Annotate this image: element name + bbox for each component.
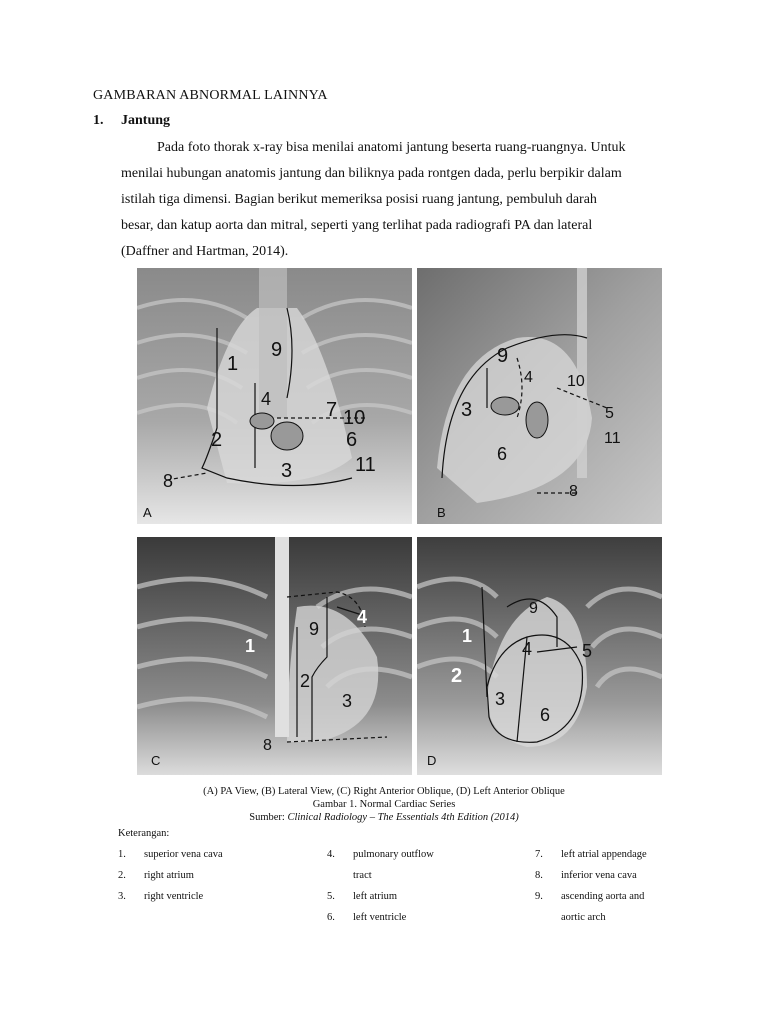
xray-panel-d — [417, 537, 662, 775]
section-title: Jantung — [121, 113, 171, 128]
legend-item — [118, 891, 298, 905]
legend-item — [535, 870, 735, 884]
paragraph-line: Pada foto thorak x-ray bisa menilai anatomi jantung beserta ruang-ruangnya. Untuk — [157, 140, 626, 155]
svg-text:11: 11 — [355, 454, 376, 476]
svg-text:8: 8 — [263, 737, 272, 754]
legend-text: tract — [353, 870, 372, 881]
xray-panel-b — [417, 268, 662, 524]
legend-item — [327, 891, 517, 905]
svg-text:3: 3 — [342, 691, 353, 711]
svg-text:3: 3 — [281, 460, 293, 482]
svg-text:5: 5 — [605, 405, 614, 422]
svg-text:9: 9 — [497, 345, 509, 367]
legend-item — [118, 870, 298, 884]
legend-item-continued — [535, 912, 735, 926]
legend-text: left ventricle — [353, 912, 407, 923]
panel-letter: A — [143, 505, 152, 520]
svg-text:2: 2 — [451, 665, 463, 687]
svg-text:8: 8 — [163, 471, 174, 491]
xray-panel-a — [137, 268, 412, 524]
svg-text:2: 2 — [211, 429, 223, 451]
legend-number: 6. — [327, 912, 335, 923]
legend-item — [118, 849, 298, 863]
legend-number: 7. — [535, 849, 543, 860]
svg-text:4: 4 — [261, 389, 272, 409]
svg-text:3: 3 — [495, 689, 506, 709]
legend-column-3 — [535, 849, 735, 929]
legend-text: superior vena cava — [144, 849, 223, 860]
panel-letter: B — [437, 505, 446, 520]
legend-item — [327, 912, 517, 926]
svg-text:6: 6 — [540, 705, 551, 725]
body-paragraph — [121, 135, 673, 265]
legend-text: right ventricle — [144, 891, 204, 902]
figure-caption-views: (A) PA View, (B) Lateral View, (C) Right Anterior Oblique, (D) Left Anterior Oblique — [203, 786, 565, 797]
legend-column-2 — [327, 849, 517, 929]
legend-number: 1. — [118, 849, 126, 860]
svg-text:6: 6 — [497, 444, 508, 464]
section-number: 1. — [93, 113, 104, 128]
legend-item — [535, 891, 735, 905]
svg-text:7: 7 — [326, 399, 338, 421]
document-heading: GAMBARAN ABNORMAL LAINNYA — [93, 88, 328, 103]
legend-number: 8. — [535, 870, 543, 881]
legend-column-1 — [118, 849, 298, 909]
svg-text:4: 4 — [522, 639, 533, 659]
legend-item — [535, 849, 735, 863]
legend-number: 5. — [327, 891, 335, 902]
svg-text:1: 1 — [227, 353, 239, 375]
panel-letter: D — [427, 753, 437, 768]
panel-letter: C — [151, 753, 161, 768]
legend-item — [327, 849, 517, 863]
svg-text:9: 9 — [309, 619, 320, 639]
svg-text:9: 9 — [529, 600, 538, 617]
paragraph-line: menilai hubungan anatomis jantung dan biliknya pada rontgen dada, perlu berpikir dalam — [121, 166, 622, 181]
figure-source-prefix: Sumber: — [249, 812, 288, 823]
legend-number: 3. — [118, 891, 126, 902]
paragraph-line: besar, dan katup aorta dan mitral, seperti yang terlihat pada radiografi PA dan lateral — [121, 218, 593, 233]
svg-text:10: 10 — [567, 373, 585, 390]
legend-number: 4. — [327, 849, 335, 860]
legend-item-continued — [327, 870, 517, 884]
figure-source-title: Clinical Radiology – The Essentials 4th Edition (2014) — [287, 812, 519, 823]
svg-text:6: 6 — [346, 429, 358, 451]
figure-caption-title: Gambar 1. Normal Cardiac Series — [312, 799, 456, 810]
paragraph-line: (Daffner and Hartman, 2014). — [121, 244, 289, 259]
svg-text:8: 8 — [569, 483, 578, 500]
svg-text:4: 4 — [524, 369, 533, 386]
legend-text: ascending aorta and — [561, 891, 645, 902]
legend-text: pulmonary outflow — [353, 849, 434, 860]
svg-text:9: 9 — [271, 339, 283, 361]
legend-number: 2. — [118, 870, 126, 881]
figure-source — [0, 812, 768, 824]
legend-text: aortic arch — [561, 912, 606, 923]
svg-text:5: 5 — [582, 641, 593, 661]
legend-text: left atrium — [353, 891, 398, 902]
legend-text: right atrium — [144, 870, 194, 881]
svg-text:3: 3 — [461, 399, 473, 421]
svg-text:10: 10 — [343, 407, 366, 429]
svg-text:4: 4 — [357, 607, 368, 627]
svg-text:1: 1 — [245, 636, 256, 656]
svg-text:2: 2 — [300, 671, 311, 691]
section-heading — [93, 113, 170, 129]
svg-text:11: 11 — [604, 430, 621, 447]
svg-text:1: 1 — [462, 626, 473, 646]
xray-panel-c — [137, 537, 412, 775]
paragraph-line: istilah tiga dimensi. Bagian berikut memeriksa posisi ruang jantung, pembuluh darah — [121, 192, 597, 207]
legend-text: inferior vena cava — [561, 870, 637, 881]
legend-heading: Keterangan: — [118, 828, 170, 839]
legend-text: left atrial appendage — [561, 849, 647, 860]
legend-number: 9. — [535, 891, 543, 902]
